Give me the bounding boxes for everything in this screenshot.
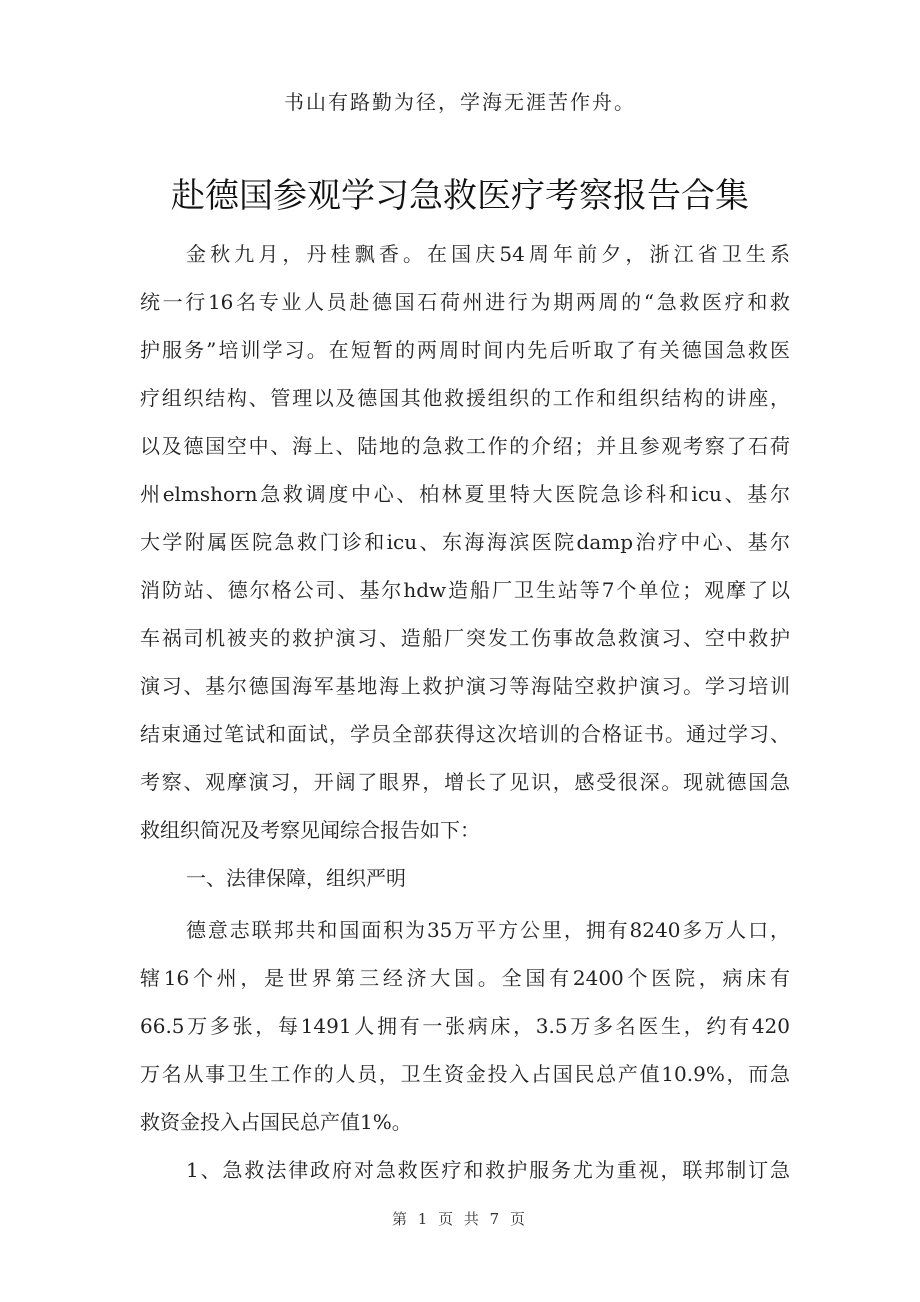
paragraph-line: 救组织简况及考察见闻综合报告如下：	[140, 818, 480, 842]
paragraph-line: 疗组织结构、管理以及德国其他救援组织的工作和组织结构的讲座，	[140, 386, 790, 410]
header-motto: 书山有路勤为径，学海无涯苦作舟。	[284, 90, 636, 114]
paragraph-line: 辖16个州，是世界第三经济大国。全国有2400个医院，病床有	[140, 966, 790, 990]
paragraph-line: 考察、观摩演习，开阔了眼界，增长了见识，感受很深。现就德国急	[140, 770, 790, 794]
paragraph-line: 大学附属医院急救门诊和icu、东海海滨医院damp治疗中心、基尔	[140, 530, 790, 554]
paragraph-line: 护服务”培训学习。在短暂的两周时间内先后听取了有关德国急救医	[140, 338, 790, 362]
paragraph-line: 1、急救法律政府对急救医疗和救护服务尤为重视，联邦制订急	[186, 1158, 790, 1182]
paragraph-line: 州elmshorn急救调度中心、柏林夏里特大医院急诊科和icu、基尔	[140, 482, 790, 506]
paragraph-line: 德意志联邦共和国面积为35万平方公里，拥有8240多万人口，	[186, 918, 790, 942]
paragraph-line: 66.5万多张，每1491人拥有一张病床，3.5万多名医生，约有420	[140, 1014, 790, 1038]
paragraph-line: 救资金投入占国民总产值1%。	[140, 1110, 412, 1134]
document-title: 赴德国参观学习急救医疗考察报告合集	[171, 176, 749, 216]
section-heading: 一、法律保障，组织严明	[186, 866, 406, 890]
paragraph-line: 统一行16名专业人员赴德国石荷州进行为期两周的“急救医疗和救	[140, 290, 790, 314]
paragraph-line: 金秋九月，丹桂飘香。在国庆54周年前夕，浙江省卫生系	[186, 242, 790, 266]
paragraph-line: 万名从事卫生工作的人员，卫生资金投入占国民总产值10.9%，而急	[140, 1062, 790, 1086]
page-indicator: 第 1 页 共 7 页	[392, 1210, 528, 1228]
paragraph-line: 结束通过笔试和面试，学员全部获得这次培训的合格证书。通过学习、	[140, 722, 790, 746]
paragraph-line: 车祸司机被夹的救护演习、造船厂突发工伤事故急救演习、空中救护	[140, 626, 790, 650]
paragraph-line: 演习、基尔德国海军基地海上救护演习等海陆空救护演习。学习培训	[140, 674, 790, 698]
paragraph-line: 消防站、德尔格公司、基尔hdw造船厂卫生站等7个单位；观摩了以	[140, 578, 790, 602]
paragraph-line: 以及德国空中、海上、陆地的急救工作的介绍；并且参观考察了石荷	[140, 434, 790, 458]
